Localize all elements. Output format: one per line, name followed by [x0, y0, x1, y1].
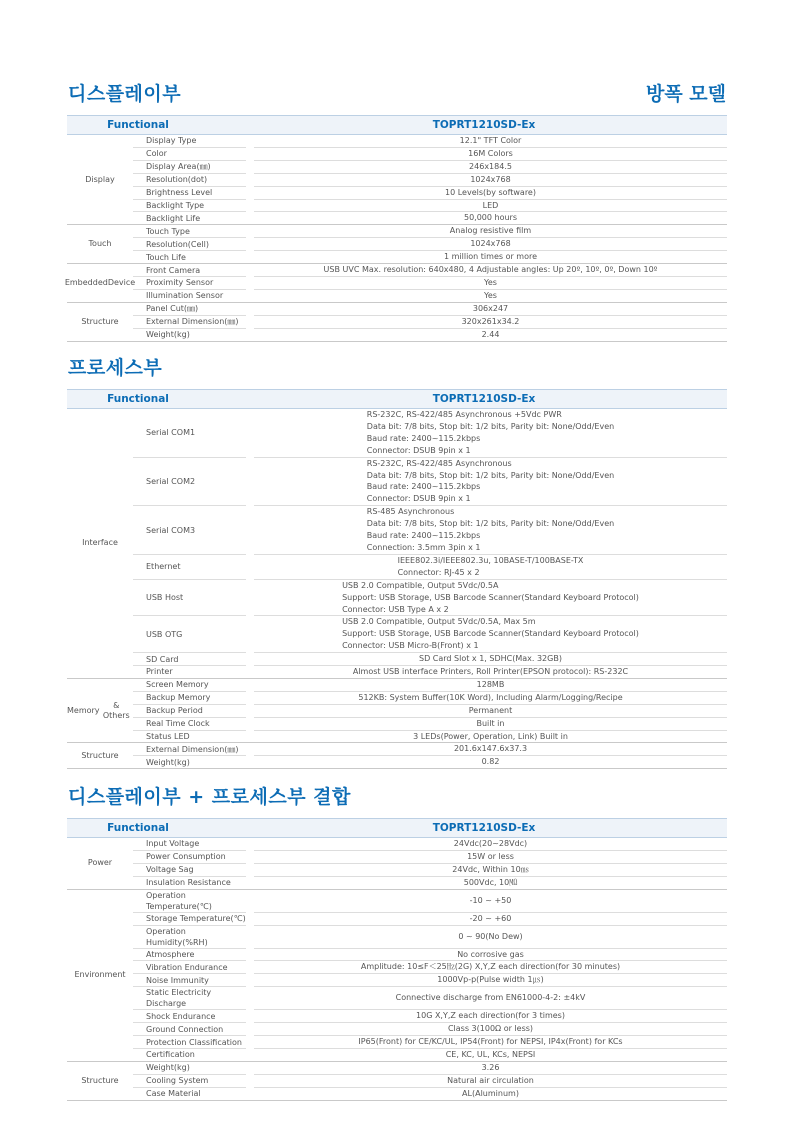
spec-value: Connective discharge from EN61000-4-2: ±4kV: [254, 987, 727, 1010]
spec-value: IP65(Front) for CE/KC/UL, IP54(Front) for NEPSI, IP4x(Front) for KCs: [254, 1036, 727, 1049]
table-row: [133, 653, 727, 666]
table-row: [133, 264, 727, 277]
combined-spec-table: [67, 818, 727, 1101]
spec-value: 320x261x34.2: [254, 316, 727, 329]
spec-value: Almost USB interface Printers, Roll Printer(EPSON protocol): RS-232C: [352, 667, 629, 677]
cell-gap: [246, 135, 254, 148]
table-row: [133, 200, 727, 213]
table-row: [133, 1088, 727, 1100]
cell-gap: [246, 580, 254, 617]
spec-label: Case Material: [146, 1089, 201, 1099]
group-category: [67, 225, 133, 263]
table-row: [133, 316, 727, 329]
processor-section-title: 프로세스부: [68, 357, 163, 379]
spec-group: [67, 890, 727, 1062]
group-rows: [133, 264, 727, 302]
spec-label: Touch Life: [146, 252, 186, 262]
spec-label: Ethernet: [133, 555, 246, 580]
cell-gap: [246, 174, 254, 187]
table-header: [67, 115, 727, 135]
spec-value: 306x247: [254, 303, 727, 316]
spec-value: 1 million times or more: [443, 252, 538, 262]
group-rows: [133, 303, 727, 341]
group-rows: [133, 890, 727, 1061]
spec-label: Proximity Sensor: [133, 277, 246, 290]
cell-gap: [246, 458, 254, 507]
cell-gap: [246, 890, 254, 913]
spec-value-lines: [342, 616, 639, 652]
spec-value-line: RS-485 Asynchronous: [366, 507, 455, 517]
spec-label: USB Host: [133, 580, 246, 617]
spec-label: Resolution(Cell): [133, 238, 246, 251]
spec-value: [254, 409, 727, 458]
display-spec-table: [64, 115, 727, 342]
cell-gap: [246, 913, 254, 926]
cell-gap: [246, 148, 254, 161]
table-row: [133, 877, 727, 889]
cell-gap: [246, 1075, 254, 1088]
table-row: [133, 926, 727, 949]
table-row: [133, 705, 727, 718]
display-section-title: 디스플레이부: [68, 83, 182, 105]
cell-gap: [246, 756, 254, 768]
cell-gap: [246, 926, 254, 949]
spec-value: 12.1" TFT Color: [254, 135, 727, 148]
spec-value: 15W or less: [254, 851, 727, 864]
cell-gap: [246, 838, 254, 851]
spec-value: LED: [254, 200, 727, 213]
table-row: [133, 1036, 727, 1049]
spec-value: 50,000 hours: [463, 213, 518, 223]
spec-value: Natural air circulation: [254, 1075, 727, 1088]
category-line: Power: [87, 858, 113, 868]
table-row: [133, 161, 727, 174]
header-functional: Functional: [107, 393, 169, 405]
group-category: [67, 1062, 133, 1100]
spec-label: Input Voltage: [133, 838, 246, 851]
group-category: [64, 264, 136, 302]
spec-value: CE, KC, UL, KCs, NEPSI: [445, 1049, 536, 1059]
spec-group: [67, 838, 727, 890]
spec-value: USB UVC Max. resolution: 640x480, 4 Adjustable angles: Up 20º, 10º, 0º, Down 10º: [254, 264, 727, 277]
group-category: [67, 303, 133, 341]
spec-label: Display Type: [133, 135, 246, 148]
cell-gap: [246, 864, 254, 877]
table-header: [67, 389, 727, 409]
spec-value: [254, 580, 727, 617]
category-line: Touch: [88, 239, 112, 249]
table-row: [133, 251, 727, 263]
cell-gap: [246, 264, 254, 277]
group-rows: [133, 135, 727, 224]
table-header: [67, 818, 727, 838]
table-row: [133, 212, 727, 224]
cell-gap: [246, 877, 254, 889]
cell-gap: [246, 731, 254, 743]
spec-value-line: RS-232C, RS-422/485 Asynchronous: [366, 458, 512, 468]
spec-value-line: Data bit: 7/8 bits, Stop bit: 1/2 bits, Parity bit: None/Odd/Even: [366, 519, 615, 529]
cell-gap: [246, 1049, 254, 1061]
spec-value: [254, 458, 727, 507]
cell-gap: [246, 705, 254, 718]
table-row: [133, 743, 727, 756]
spec-label: Power Consumption: [133, 851, 246, 864]
group-rows: [133, 743, 727, 768]
table-row: [133, 838, 727, 851]
spec-value-line: Baud rate: 2400~115.2kbps: [366, 433, 481, 443]
spec-value: Permanent: [254, 705, 727, 718]
spec-value-line: Data bit: 7/8 bits, Stop bit: 1/2 bits, Parity bit: None/Odd/Even: [366, 470, 615, 480]
spec-label: Panel Cut(㎜): [133, 303, 246, 316]
table-row: [133, 225, 727, 238]
cell-gap: [246, 238, 254, 251]
table-row: [133, 961, 727, 974]
spec-label: USB OTG: [133, 616, 246, 653]
spec-value-line: Connector: USB Type A x 2: [342, 604, 449, 614]
spec-group: [64, 264, 727, 303]
spec-label: SD Card: [133, 653, 246, 666]
spec-label: External Dimension(㎜): [133, 316, 246, 329]
group-category: [67, 135, 133, 224]
spec-label: Brightness Level: [133, 187, 246, 200]
spec-value-line: Baud rate: 2400~115.2kbps: [366, 531, 481, 541]
spec-label: Backup Memory: [133, 692, 246, 705]
table-row: [133, 864, 727, 877]
group-category: [67, 743, 133, 768]
spec-value: 246x184.5: [254, 161, 727, 174]
cell-gap: [246, 961, 254, 974]
cell-gap: [246, 555, 254, 580]
table-row: [133, 949, 727, 962]
spec-value-lines: [367, 409, 614, 457]
header-model: TOPRT1210SD-Ex: [432, 393, 536, 405]
cell-gap: [246, 225, 254, 238]
table-row: [133, 731, 727, 743]
cell-gap: [246, 974, 254, 987]
group-rows: [133, 225, 727, 263]
spec-group: [67, 225, 727, 264]
spec-value: SD Card Slot x 1, SDHC(Max. 32GB): [254, 653, 727, 666]
table-row: [133, 1062, 727, 1075]
spec-label: Screen Memory: [133, 679, 246, 692]
spec-value: 0 ~ 90(No Dew): [254, 926, 727, 949]
table-row: [133, 692, 727, 705]
cell-gap: [246, 987, 254, 1010]
table-row: [133, 679, 727, 692]
cell-gap: [246, 290, 254, 302]
spec-label: Status LED: [146, 732, 190, 742]
table-row: [133, 555, 727, 580]
spec-label: Resolution(dot): [133, 174, 246, 187]
spec-label: Insulation Resistance: [146, 878, 231, 888]
spec-value-line: USB 2.0 Compatible, Output 5Vdc/0.5A, Max 5m: [342, 617, 536, 627]
spec-value: Built in: [254, 718, 727, 731]
cell-gap: [246, 679, 254, 692]
spec-value-line: USB 2.0 Compatible, Output 5Vdc/0.5A: [342, 580, 499, 590]
category-line: Embedded: [64, 277, 108, 287]
header-functional: Functional: [107, 822, 169, 834]
table-row: [133, 913, 727, 926]
table-row: [133, 1023, 727, 1036]
spec-value-lines: [367, 458, 614, 506]
spec-label: Real Time Clock: [133, 718, 246, 731]
group-category: [67, 679, 133, 743]
spec-value: 24Vdc, Within 10㎳: [254, 864, 727, 877]
table-row: [133, 409, 727, 458]
spec-value-line: Connector: DSUB 9pin x 1: [366, 445, 471, 455]
spec-label: Illumination Sensor: [146, 291, 224, 301]
spec-value: Yes: [484, 290, 497, 300]
spec-label: Voltage Sag: [133, 864, 246, 877]
model-title: 방폭 모델: [645, 83, 726, 105]
table-row: [133, 303, 727, 316]
spec-value: 2.44: [481, 329, 500, 339]
group-category: [67, 890, 133, 1061]
spec-value: [254, 616, 727, 653]
header-functional-cell: [67, 822, 197, 834]
spec-label: Static Electricity Discharge: [133, 987, 246, 1010]
category-line: Environment: [74, 970, 126, 980]
spec-value: [254, 555, 727, 580]
group-rows: [133, 409, 727, 678]
spec-label: Noise Immunity: [133, 974, 246, 987]
spec-value-line: Support: USB Storage, USB Barcode Scanner(Standard Keyboard Protocol): [342, 629, 639, 639]
spec-value: 24Vdc(20~28Vdc): [254, 838, 727, 851]
cell-gap: [246, 277, 254, 290]
spec-label: Touch Type: [133, 225, 246, 238]
spec-value-line: Connection: 3.5mm 3pin x 1: [366, 542, 481, 552]
table-row: [133, 174, 727, 187]
cell-gap: [246, 316, 254, 329]
cell-gap: [246, 1036, 254, 1049]
spec-label: Ground Connection: [133, 1023, 246, 1036]
cell-gap: [246, 851, 254, 864]
table-row: [133, 187, 727, 200]
cell-gap: [246, 1062, 254, 1075]
cell-gap: [246, 949, 254, 962]
cell-gap: [246, 506, 254, 555]
table-row: [133, 1075, 727, 1088]
header-model: TOPRT1210SD-Ex: [432, 119, 536, 131]
spec-value-line: Support: USB Storage, USB Barcode Scanner(Standard Keyboard Protocol): [342, 592, 639, 602]
spec-label: Serial COM3: [133, 506, 246, 555]
table-row: [133, 290, 727, 302]
spec-value: Yes: [254, 277, 727, 290]
group-category: [67, 838, 133, 889]
category-line: Display: [85, 174, 115, 184]
table-row: [133, 974, 727, 987]
table-row: [133, 1010, 727, 1023]
spec-value: -20 ~ +60: [254, 913, 727, 926]
spec-label: Vibration Endurance: [133, 961, 246, 974]
table-row: [133, 506, 727, 555]
cell-gap: [246, 200, 254, 213]
table-row: [133, 851, 727, 864]
table-row: [133, 135, 727, 148]
spec-label: Color: [133, 148, 246, 161]
spec-value: AL(Aluminum): [462, 1088, 519, 1098]
cell-gap: [246, 1010, 254, 1023]
cell-gap: [246, 1023, 254, 1036]
cell-gap: [246, 251, 254, 263]
processor-spec-table: [67, 389, 727, 769]
spec-label: Atmosphere: [133, 949, 246, 962]
cell-gap: [246, 161, 254, 174]
table-row: [133, 616, 727, 653]
spec-label: Serial COM1: [133, 409, 246, 458]
cell-gap: [246, 329, 254, 341]
spec-value-lines: [367, 506, 614, 554]
spec-value: No corrosive gas: [254, 949, 727, 962]
spec-value: Analog resistive film: [254, 225, 727, 238]
spec-value: 3 LEDs(Power, Operation, Link) Built in: [413, 731, 568, 741]
spec-value: 512KB: System Buffer(10K Word), Including Alarm/Logging/Recipe: [254, 692, 727, 705]
group-category: [67, 409, 133, 678]
cell-gap: [246, 616, 254, 653]
group-rows: [133, 679, 727, 743]
cell-gap: [246, 718, 254, 731]
spec-value: 1000Vp-p(Pulse width 1㎲): [254, 974, 727, 987]
table-row: [133, 329, 727, 341]
cell-gap: [246, 653, 254, 666]
spec-value-line: Data bit: 7/8 bits, Stop bit: 1/2 bits, Parity bit: None/Odd/Even: [366, 421, 615, 431]
spec-label: Front Camera: [133, 264, 246, 277]
spec-group: [67, 679, 727, 744]
spec-label: Operation Temperature(℃): [133, 890, 246, 913]
table-row: [133, 238, 727, 251]
header-functional: Functional: [107, 119, 169, 131]
spec-label: Protection Classification: [133, 1036, 246, 1049]
spec-value: 1024x768: [254, 174, 727, 187]
spec-label: Weight(kg): [133, 1062, 246, 1075]
group-rows: [133, 1062, 727, 1100]
table-row: [133, 458, 727, 507]
table-row: [133, 666, 727, 678]
table-row: [133, 890, 727, 913]
table-row: [133, 580, 727, 617]
table-row: [133, 718, 727, 731]
header-model: TOPRT1210SD-Ex: [432, 822, 536, 834]
spec-value: 3.26: [254, 1062, 727, 1075]
cell-gap: [246, 409, 254, 458]
spec-label: Backlight Type: [133, 200, 246, 213]
cell-gap: [246, 743, 254, 756]
spec-group: [67, 409, 727, 679]
category-line: Memory: [67, 705, 100, 715]
spec-value: 16M Colors: [254, 148, 727, 161]
spec-value: [254, 506, 727, 555]
spec-value-line: Connector: USB Micro-B(Front) x 1: [342, 641, 479, 651]
spec-group: [67, 1062, 727, 1101]
spec-value-lines: [398, 555, 584, 579]
cell-gap: [246, 1088, 254, 1100]
header-functional-cell: [67, 119, 197, 131]
table-row: [133, 148, 727, 161]
spec-label: Weight(kg): [146, 757, 190, 767]
cell-gap: [246, 303, 254, 316]
combined-section-title: 디스플레이부 + 프로세스부 결합: [68, 786, 351, 808]
spec-label: Display Area(㎜): [133, 161, 246, 174]
spec-label: Printer: [146, 667, 173, 677]
table-row: [133, 756, 727, 768]
spec-value-line: Connector: RJ-45 x 2: [397, 567, 480, 577]
spec-label: Certification: [146, 1050, 195, 1060]
spec-value: 0.82: [481, 757, 500, 767]
spec-label: Serial COM2: [133, 458, 246, 507]
spec-value: 128MB: [254, 679, 727, 692]
spec-label: Operation Humidity(%RH): [133, 926, 246, 949]
category-line: Structure: [81, 316, 119, 326]
cell-gap: [246, 666, 254, 678]
spec-label: Cooling System: [133, 1075, 246, 1088]
cell-gap: [246, 187, 254, 200]
spec-label: Backup Period: [133, 705, 246, 718]
spec-value-lines: [342, 580, 639, 616]
spec-label: Backlight Life: [146, 213, 201, 223]
spec-label: External Dimension(㎜): [133, 743, 246, 756]
spec-value-line: Connector: DSUB 9pin x 1: [366, 494, 471, 504]
group-rows: [133, 838, 727, 889]
spec-value-line: IEEE802.3i/IEEE802.3u, 10BASE-T/100BASE-TX: [397, 555, 584, 565]
spec-value: -10 ~ +50: [254, 890, 727, 913]
spec-value-line: RS-232C, RS-422/485 Asynchronous +5Vdc PWR: [366, 410, 562, 419]
table-row: [133, 1049, 727, 1061]
spec-value-line: Baud rate: 2400~115.2kbps: [366, 482, 481, 492]
spec-group: [67, 135, 727, 225]
spec-value: 500Vdc, 10㏁: [463, 877, 518, 887]
spec-value: 201.6x147.6x37.3: [254, 743, 727, 756]
spec-group: [67, 743, 727, 769]
spec-value: 10G X,Y,Z each direction(for 3 times): [254, 1010, 727, 1023]
table-row: [133, 987, 727, 1010]
spec-group: [67, 303, 727, 342]
cell-gap: [246, 692, 254, 705]
spec-value: 1024x768: [254, 238, 727, 251]
spec-label: Shock Endurance: [133, 1010, 246, 1023]
spec-value: Class 3(100Ω or less): [254, 1023, 727, 1036]
spec-label: Weight(kg): [146, 330, 190, 340]
category-line: Device: [107, 277, 136, 287]
category-line: Interface: [82, 538, 118, 548]
category-line: Structure: [81, 1075, 119, 1085]
category-line: & Others: [102, 700, 130, 720]
category-line: Structure: [81, 750, 119, 760]
table-row: [133, 277, 727, 290]
cell-gap: [246, 212, 254, 224]
spec-label: Storage Temperature(℃): [133, 913, 246, 926]
header-functional-cell: [67, 393, 197, 405]
spec-value: 10 Levels(by software): [254, 187, 727, 200]
spec-value: Amplitude: 10≤F＜25㎐(2G) X,Y,Z each direction(for 30 minutes): [254, 961, 727, 974]
